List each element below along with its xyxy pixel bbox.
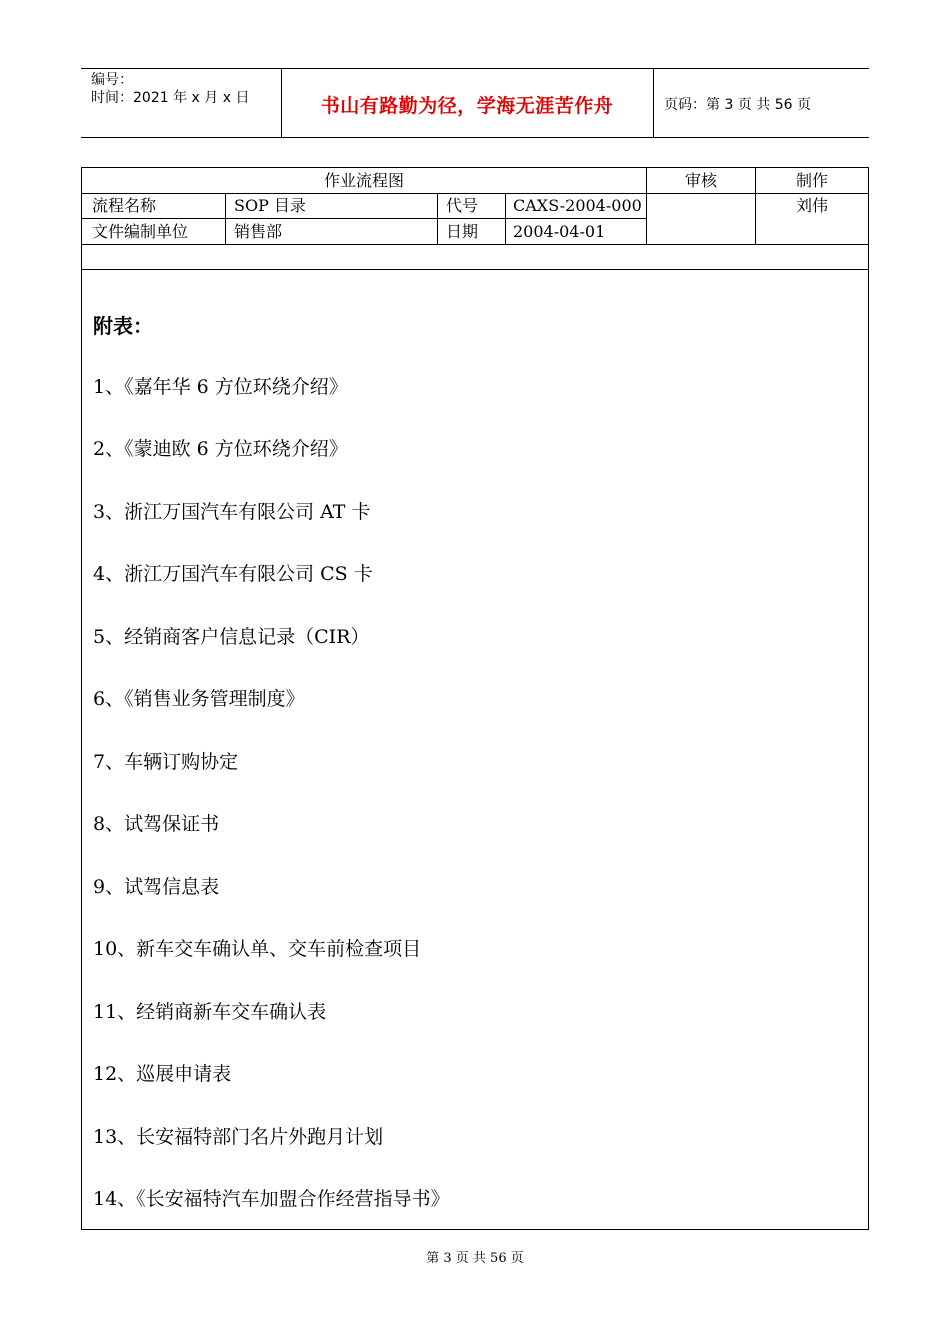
form-title: 作业流程图 — [323, 171, 404, 190]
process-name-value: SOP 目录 — [234, 196, 306, 215]
process-form-table — [81, 167, 869, 1230]
header-meta-cell — [81, 69, 282, 137]
code-value: CAXS-2004-000 — [513, 196, 642, 215]
code-label: 代号 — [446, 196, 479, 215]
appendix-item: 7、车辆订购协定 — [93, 751, 239, 773]
appendix-item: 13、长安福特部门名片外跑月计划 — [93, 1126, 384, 1148]
appendix-item: 6、《销售业务管理制度》 — [93, 688, 305, 710]
table-rule — [82, 244, 868, 245]
appendix-item: 1、《嘉年华 6 方位环绕介绍》 — [93, 376, 348, 398]
page-footer: 第 3 页 共 56 页 — [426, 1251, 524, 1266]
appendix-item: 5、经销商客户信息记录（CIR） — [93, 626, 370, 648]
dept-value: 销售部 — [234, 222, 283, 241]
header-page-cell — [654, 69, 869, 137]
appendix-item: 10、新车交车确认单、交车前检查项目 — [93, 938, 422, 960]
appendix-item: 3、浙江万国汽车有限公司 AT 卡 — [93, 501, 371, 523]
appendix-item: 9、试驾信息表 — [93, 876, 220, 898]
review-label: 审核 — [684, 171, 717, 190]
header-page-info: 页码：第 3 页 共 56 页 — [664, 97, 811, 113]
table-rule — [505, 193, 506, 244]
appendix-item: 14、《长安福特汽车加盟合作经营指导书》 — [93, 1188, 450, 1210]
appendix-item: 2、《蒙迪欧 6 方位环绕介绍》 — [93, 438, 348, 460]
date-value: 2004-04-01 — [513, 222, 606, 241]
header-motto: 书山有路勤为径，学海无涯苦作舟 — [320, 95, 614, 117]
header-motto-cell — [281, 69, 654, 137]
dept-label: 文件编制单位 — [92, 222, 189, 241]
table-rule — [225, 193, 226, 244]
document-number-label: 编号： — [91, 72, 133, 88]
process-name-label: 流程名称 — [92, 196, 157, 215]
table-rule — [82, 218, 646, 219]
producer-label: 制作 — [795, 171, 828, 190]
appendix-title: 附表： — [93, 314, 153, 338]
table-rule — [437, 193, 438, 244]
appendix-item: 12、巡展申请表 — [93, 1063, 232, 1085]
appendix-item: 11、经销商新车交车确认表 — [93, 1001, 327, 1023]
table-rule — [82, 269, 868, 270]
document-header — [81, 68, 869, 138]
producer-name: 刘伟 — [795, 196, 828, 215]
appendix-item: 8、试驾保证书 — [93, 813, 220, 835]
document-date-label: 时间：2021 年 x 月 x 日 — [91, 90, 250, 106]
date-label: 日期 — [446, 222, 479, 241]
appendix-item: 4、浙江万国汽车有限公司 CS 卡 — [93, 563, 373, 585]
